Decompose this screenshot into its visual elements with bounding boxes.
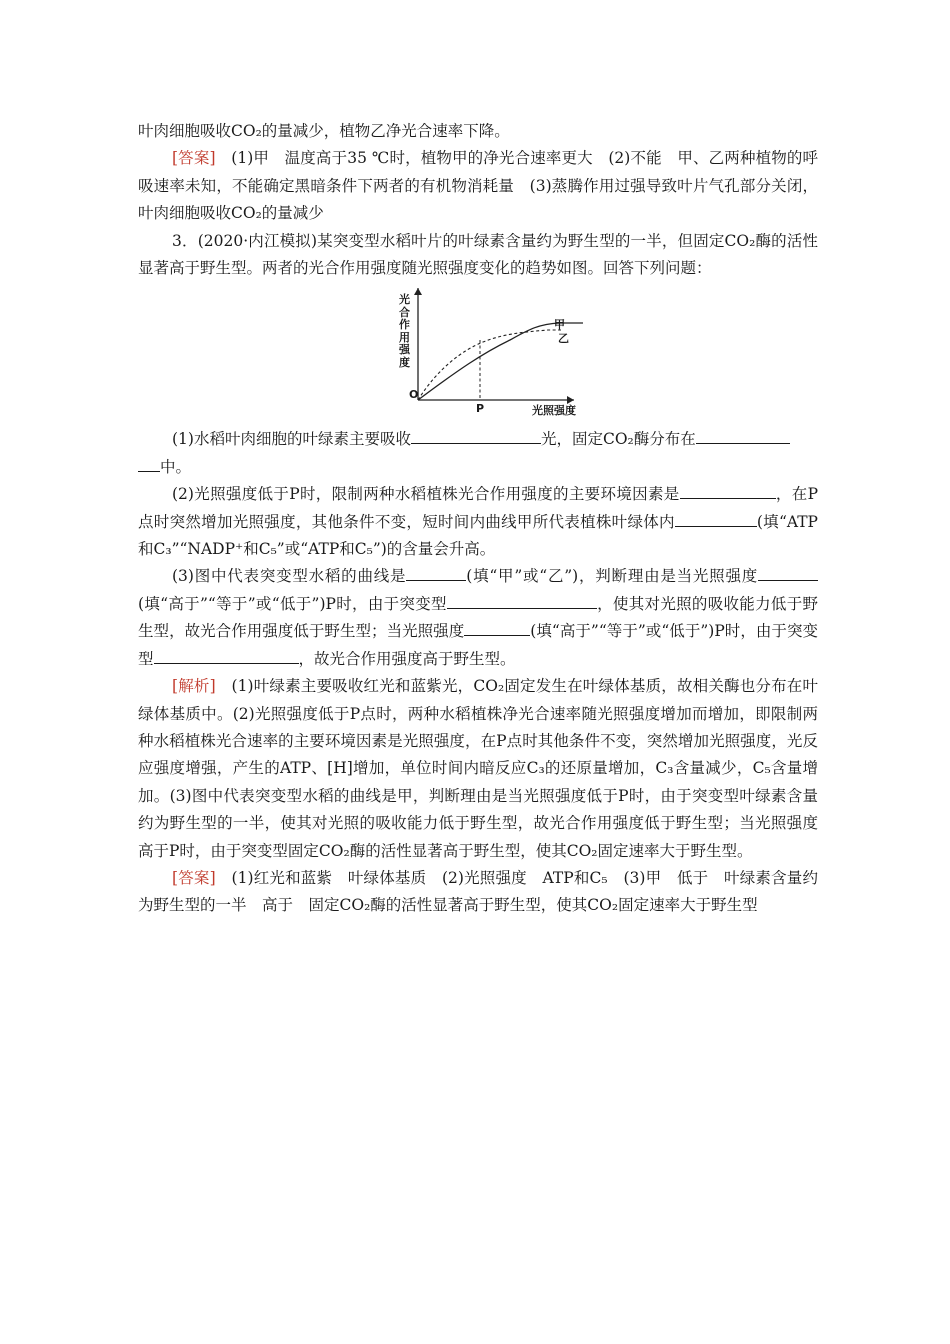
answer-prev-text: (1)甲 温度高于35 ℃时，植物甲的净光合速率更大 (2)不能 甲、乙两种植物的呼吸速率未知，不能确定黑暗条件下两者的有机物消耗量 (3)蒸腾作用过强导致叶片气孔部分关闭，叶肉细胞吸收CO₂的量减少 [138,149,818,223]
sub1-text-a: (1)水稻叶肉细胞的叶绿素主要吸收 [172,430,411,449]
answer-blank [154,647,299,664]
y-label-char: 度 [399,355,410,369]
y-label-char: 光 [399,293,410,307]
y-axis-arrow [414,288,422,295]
light-intensity-figure [138,288,818,418]
sub3-text-c: (填“高于”“等于”或“低于”)P时，由于突变型 [138,594,447,613]
origin-label: O [409,388,419,402]
analysis-text: (1)叶绿素主要吸收红光和蓝紫光，CO₂固定发生在叶绿体基质，故相关酶也分布在叶绿体基质中。(2)光照强度低于P点时，两种水稻植株净光合速率随光照强度增加而增加，即限制两种水稻植株光合速率的主要环境因素是光照强度，在P点时其他条件不变，突然增加光照强度，光反应强度增强，产生的ATP、[H]增加，单位时间内暗反应C₃的还原量增加，C₃含量减少，C₅含量增加。(3)图中代表突变型水稻的曲线是甲，判断理由是当光照强度低于P时，由于突变型叶绿素含量约为野生型的一半，使其对光照的吸收能力低于野生型，故光合作用强度低于野生型；当光照强度高于P时，由于突变型固定CO₂酶的活性显著高于野生型，使其CO₂固定速率大于野生型。 [138,677,818,860]
x-axis-label: 光照强度 [532,404,576,418]
sub3-text-e: (填“高于”“等于”或“低于”)P时，由于突变型 [138,622,818,668]
sub2-text-b: ，在P点时突然增加光照强度，其他条件不变，短时间内曲线甲所代表植株叶绿体内 [138,485,818,531]
curve-yi-label: 乙 [558,332,569,346]
sub2-text-c: (填“ATP和C₃”“NADP⁺和C₅”或“ATP和C₅”)的含量会升高。 [138,512,818,559]
analysis-tag: [解析] [172,677,216,696]
sub1-text-c: 中。 [160,457,192,476]
p-label: P [476,402,485,416]
curve-yi [418,330,561,400]
answer-blank [758,564,818,581]
y-axis-label [399,294,413,369]
y-label-char: 合 [399,305,410,319]
sub-question-3 [138,563,818,673]
curve-jia-label: 甲 [554,318,565,332]
answer-tag: [答案] [172,149,216,168]
sub3-text-a: (3)图中代表突变型水稻的曲线是 [172,567,407,586]
answer-blank [447,592,597,609]
intro-line: 叶肉细胞吸收CO₂的量减少，植物乙净光合速率下降。 [138,122,510,140]
sub3-text-d: ，使其对光照的吸收能力低于野生型，故光合作用强度低于野生型；当光照强度 [138,594,818,641]
answer-blank [406,564,466,581]
answer3-tag: [答案] [172,868,216,887]
answer-prev [138,145,818,227]
answer-blank [138,455,160,472]
question3-stem: 3．(2020·内江模拟)某突变型水稻叶片的叶绿素含量约为野生型的一半，但固定CO₂酶的活性显著高于野生型。两者的光合作用强度随光照强度变化的趋势如图。回答下列问题： [138,231,818,278]
answer-blank [696,427,790,444]
analysis [138,673,818,865]
sub1-text-b: 光，固定CO₂酶分布在 [540,430,696,449]
y-label-char: 用 [399,330,410,344]
answer-blank [464,619,530,636]
sub2-text-a: (2)光照强度低于P时，限制两种水稻植株光合作用强度的主要环境因素是 [172,485,680,504]
answer3-text: (1)红光和蓝紫 叶绿体基质 (2)光照强度 ATP和C₅ (3)甲 低于 叶绿素含量约为野生型的一半 高于 固定CO₂酶的活性显著高于野生型，使其CO₂固定速率大于野生型 [138,868,818,915]
sub3-text-b: (填“甲”或“乙”)，判断理由是当光照强度 [466,567,758,586]
answer-blank [411,427,541,444]
document-page [138,118,818,920]
y-label-char: 作 [399,318,410,332]
y-label-char: 强 [399,343,410,357]
answer3 [138,865,818,920]
answer-blank [675,510,757,527]
sub3-text-f: ，故光合作用强度高于野生型。 [298,649,516,668]
sub-question-1 [138,426,818,481]
answer-blank [680,482,776,499]
sub-question-2 [138,481,818,563]
figure-svg [138,288,818,412]
